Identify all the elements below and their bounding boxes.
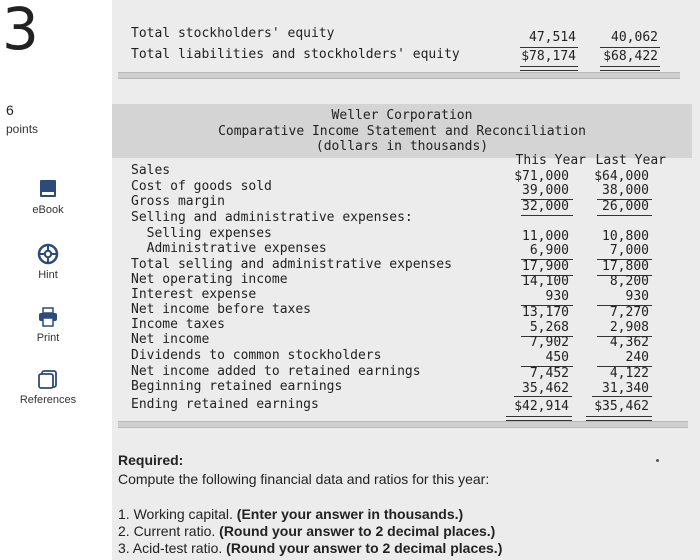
hint-icon (37, 243, 59, 265)
references-button[interactable] (0, 368, 96, 406)
statement-row-last-year: 8,200 (609, 274, 649, 289)
statement-row-last-year: $35,462 (594, 399, 649, 414)
statement-row-label: Net operating income (131, 272, 288, 287)
statement-units: (dollars in thousands) (315, 139, 489, 154)
column-header-this-year: This Year (515, 153, 586, 168)
print-icon (37, 306, 59, 328)
ebook-label: eBook (32, 204, 64, 216)
required-intro: Compute the following financial data and ratios for this year: (118, 471, 490, 487)
underline (514, 396, 572, 397)
statement-row-label: Gross margin (131, 194, 225, 209)
double-underline (520, 66, 578, 71)
balance-row-this-year: $78,174 (521, 49, 576, 64)
required-item-note: (Round your answer to 2 decimal places.) (226, 540, 503, 556)
underline (521, 215, 573, 216)
book-icon (37, 178, 59, 200)
statement-row-label: Net income added to retained earnings (131, 364, 421, 379)
statement-row-this-year: $42,914 (514, 399, 569, 414)
required-item-2 (118, 523, 495, 539)
statement-row-last-year: 31,340 (602, 381, 649, 396)
required-heading: Required: (118, 452, 184, 468)
underline (600, 47, 660, 48)
points-label: points (6, 122, 39, 136)
statement-row-label: Net income (131, 332, 210, 347)
statement-row-last-year: 4,362 (609, 335, 649, 350)
required-item-note: (Round your answer to 2 decimal places.) (219, 523, 496, 539)
required-item-note: (Enter your answer in thousands.) (236, 506, 464, 522)
balance-row-this-year: 47,514 (529, 30, 576, 45)
balance-row-last-year: $68,422 (603, 49, 658, 64)
statement-header (112, 104, 692, 158)
company-name: Weller Corporation (331, 108, 473, 123)
required-item-1 (118, 506, 463, 522)
print-label: Print (36, 332, 60, 344)
statement-row-this-year: 11,000 (522, 229, 569, 244)
statement-row-this-year: 39,000 (522, 183, 569, 198)
statement-row-this-year: 32,000 (522, 199, 569, 214)
statement-row-label: Income taxes (131, 317, 225, 332)
statement-row-label: Sales (131, 163, 171, 178)
statement-row-last-year: 2,908 (609, 320, 649, 335)
statement-row-last-year: $64,000 (594, 169, 649, 184)
statement-row-label: Cost of goods sold (131, 179, 272, 194)
print-button[interactable] (0, 306, 96, 344)
column-header-last-year: Last Year (595, 153, 666, 168)
table-bottom-rule (118, 421, 688, 428)
statement-row-last-year: 930 (625, 289, 649, 304)
statement-row-last-year: 38,000 (602, 183, 649, 198)
required-item-number: 3. Acid-test ratio. (118, 540, 223, 556)
statement-row-this-year: 930 (545, 289, 569, 304)
statement-row-this-year: 35,462 (522, 381, 569, 396)
double-underline (600, 66, 660, 71)
statement-row-label: Administrative expenses (131, 241, 327, 256)
required-item-number: 2. Current ratio. (118, 523, 216, 539)
statement-row-this-year: 7,452 (529, 366, 569, 381)
statement-row-label: Selling expenses (131, 226, 272, 241)
statement-title: Comparative Income Statement and Reconciliation (218, 124, 586, 139)
table-bottom-rule (118, 72, 680, 79)
statement-row-this-year: 14,100 (522, 274, 569, 289)
statement-row-this-year: 17,900 (522, 259, 569, 274)
statement-row-label: Net income before taxes (131, 302, 312, 317)
underline (592, 396, 652, 397)
statement-row-label: Beginning retained earnings (131, 379, 343, 394)
statement-row-label: Dividends to common stockholders (131, 348, 382, 363)
statement-row-label: Ending retained earnings (131, 397, 319, 412)
required-item-number: 1. Working capital. (118, 506, 233, 522)
underline (597, 215, 652, 216)
scroll-indicator (656, 459, 659, 462)
statement-row-label: Selling and administrative expenses: (131, 210, 413, 225)
underline (520, 47, 578, 48)
ebook-button[interactable] (0, 178, 96, 216)
statement-row-label: Interest expense (131, 287, 257, 302)
statement-row-last-year: 26,000 (602, 199, 649, 214)
points-value: 6 (6, 102, 14, 118)
statement-row-last-year: 240 (625, 350, 649, 365)
hint-button[interactable] (0, 243, 96, 281)
balance-row-label: Total liabilities and stockholders' equity (131, 47, 460, 62)
required-item-3 (118, 540, 502, 556)
statement-row-last-year: 7,000 (609, 243, 649, 258)
statement-row-this-year: 450 (545, 350, 569, 365)
references-label: References (19, 394, 77, 406)
statement-row-last-year: 4,122 (609, 366, 649, 381)
statement-row-last-year: 17,800 (602, 259, 649, 274)
statement-row-label: Total selling and administrative expenses (131, 257, 452, 272)
balance-row-label: Total stockholders' equity (131, 26, 335, 41)
references-icon (37, 368, 59, 390)
statement-row-this-year: 6,900 (529, 243, 569, 258)
statement-row-this-year: 5,268 (529, 320, 569, 335)
statement-row-this-year: $71,000 (514, 169, 569, 184)
balance-row-last-year: 40,062 (611, 30, 658, 45)
statement-row-last-year: 10,800 (602, 229, 649, 244)
question-number: 3 (2, 0, 39, 63)
hint-label: Hint (38, 269, 58, 281)
statement-row-this-year: 13,170 (522, 305, 569, 320)
statement-row-this-year: 7,902 (529, 335, 569, 350)
statement-row-last-year: 7,270 (609, 305, 649, 320)
